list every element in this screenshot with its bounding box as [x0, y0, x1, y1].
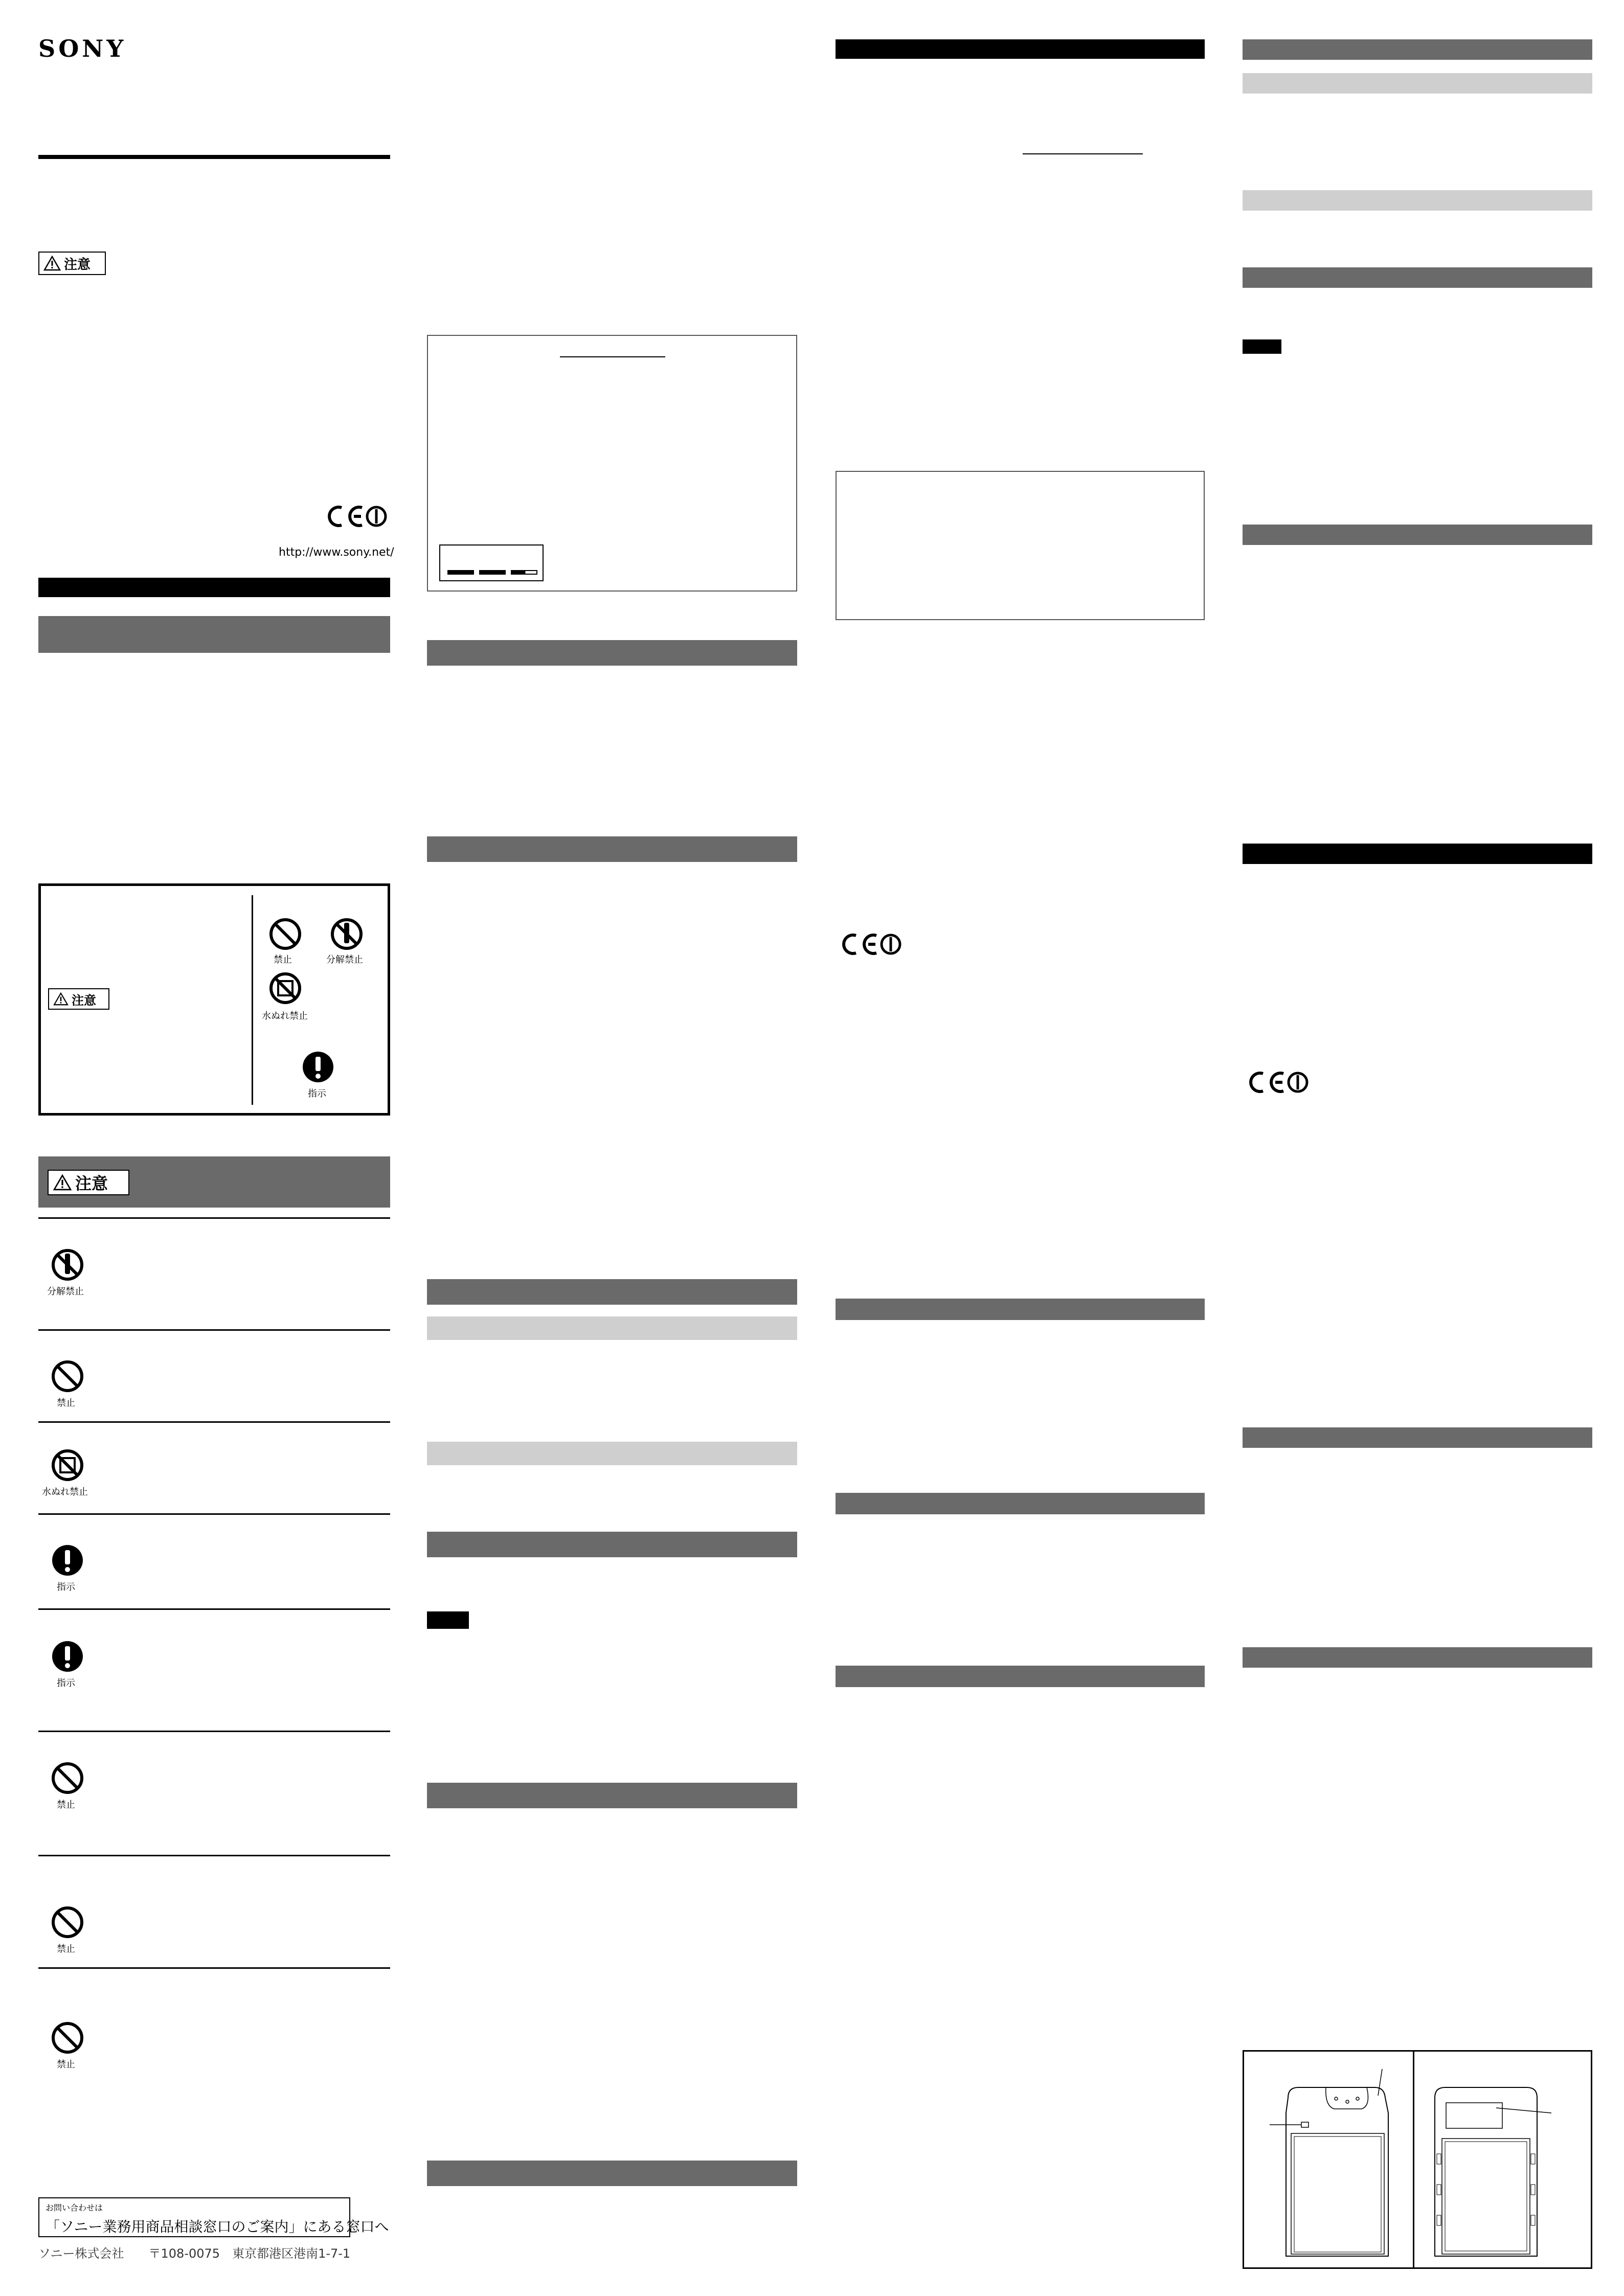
symbol-legend-box — [38, 883, 390, 1116]
company-address: ソニー株式会社 〒108-0075 東京都港区港南1-7-1 — [38, 2246, 351, 2261]
note-label-block-c4 — [1243, 339, 1281, 354]
section-header-dark-c2-5 — [427, 1783, 797, 1808]
title-underline-c3 — [1023, 153, 1143, 154]
sony-url-link[interactable]: http://www.sony.net/ — [279, 546, 394, 559]
section-header-dark-c4-1 — [1243, 39, 1592, 60]
caution-badge-section — [48, 1170, 129, 1195]
caution-label: 注意 — [75, 1174, 108, 1193]
subsection-header-light-c2-1 — [427, 1316, 797, 1340]
ce-mark-col1 — [321, 504, 388, 531]
device-front-illustration — [1244, 2052, 1413, 2267]
title-rule — [38, 155, 390, 159]
warning-triangle-icon — [53, 992, 69, 1006]
section-header-dark-c2-3 — [427, 1279, 797, 1305]
no-disassembly-label: 分解禁止 — [47, 1286, 84, 1297]
section-header-dark-c3-1 — [836, 1299, 1205, 1320]
contact-small-label: お問い合わせは — [46, 2203, 103, 2213]
subsection-header-light-c4-2 — [1243, 190, 1592, 211]
notice-inner-box — [439, 544, 544, 581]
no-water-icon — [51, 1449, 84, 1482]
section-header-dark-c2-4 — [427, 1532, 797, 1557]
section-header-black-1 — [38, 578, 390, 597]
ce-mark-col4 — [1243, 1070, 1309, 1097]
no-water-label: 水ぬれ禁止 — [262, 1011, 308, 1021]
prohibited-label: 禁止 — [57, 2059, 75, 2070]
instruction-label: 指示 — [308, 1088, 326, 1099]
caution-badge-legend — [48, 988, 109, 1010]
prohibited-icon — [51, 1906, 84, 1939]
section-header-dark-c3-2 — [836, 1493, 1205, 1514]
note-label-block-c2 — [427, 1611, 469, 1629]
section-header-dark-c4-3 — [1243, 525, 1592, 545]
caution-badge-top — [38, 252, 106, 275]
device-back-illustration — [1414, 2052, 1591, 2267]
section-header-dark-c4-4 — [1243, 1427, 1592, 1448]
section-header-dark-c4-2 — [1243, 267, 1592, 288]
section-header-black-c4 — [1243, 844, 1592, 864]
segment-bar — [447, 570, 474, 575]
prohibited-icon — [51, 1762, 84, 1794]
caution-divider — [38, 1967, 390, 1969]
section-header-dark-c4-5 — [1243, 1647, 1592, 1668]
caution-divider — [38, 1513, 390, 1515]
prohibited-label: 禁止 — [274, 954, 292, 965]
caution-section-header — [38, 1156, 390, 1208]
notice-title-rule — [560, 356, 665, 357]
prohibited-label: 禁止 — [57, 1944, 75, 1954]
contact-main-label: 「ソニー業務用商品相談窓口のご案内」にある窓口へ — [46, 2218, 389, 2235]
instruction-icon — [51, 1640, 84, 1673]
notice-box — [427, 335, 797, 592]
prohibited-label: 禁止 — [57, 1398, 75, 1408]
caution-divider — [38, 1608, 390, 1610]
section-header-dark-c2-2 — [427, 836, 797, 862]
sony-logo: SONY — [38, 35, 127, 62]
no-water-icon — [269, 972, 302, 1005]
no-disassembly-icon — [330, 918, 363, 950]
prohibited-icon — [51, 2021, 84, 2054]
instruction-icon — [302, 1051, 334, 1083]
no-disassembly-label: 分解禁止 — [326, 954, 363, 965]
caution-divider — [38, 1855, 390, 1856]
caution-label: 注意 — [64, 257, 91, 272]
prohibited-label: 禁止 — [57, 1800, 75, 1810]
section-header-dark-c3-3 — [836, 1666, 1205, 1687]
section-header-dark-1 — [38, 616, 390, 653]
caution-label: 注意 — [72, 993, 96, 1008]
warning-triangle-icon — [53, 1174, 72, 1191]
section-header-dark-c2-6 — [427, 2161, 797, 2186]
legend-divider — [252, 895, 253, 1105]
no-water-label: 水ぬれ禁止 — [42, 1487, 88, 1497]
warning-triangle-icon — [43, 256, 61, 271]
device-illustration-box — [1243, 2050, 1592, 2269]
segment-bar — [511, 570, 537, 575]
instruction-icon — [51, 1544, 84, 1577]
contact-box — [38, 2197, 389, 2237]
prohibited-icon — [269, 918, 302, 950]
subsection-header-light-c4-1 — [1243, 73, 1592, 94]
notice-box-c3 — [836, 471, 1205, 620]
section-header-black-c3 — [836, 39, 1205, 59]
subsection-header-light-c2-2 — [427, 1442, 797, 1465]
instruction-label: 指示 — [57, 1678, 75, 1689]
caution-divider — [38, 1421, 390, 1423]
instruction-label: 指示 — [57, 1582, 75, 1593]
prohibited-icon — [51, 1360, 84, 1393]
caution-divider — [38, 1329, 390, 1331]
no-disassembly-icon — [51, 1248, 84, 1281]
ce-mark-col3 — [836, 931, 902, 959]
caution-divider — [38, 1731, 390, 1732]
segment-bar — [479, 570, 506, 575]
section-header-dark-c2-1 — [427, 640, 797, 666]
caution-divider — [38, 1217, 390, 1219]
